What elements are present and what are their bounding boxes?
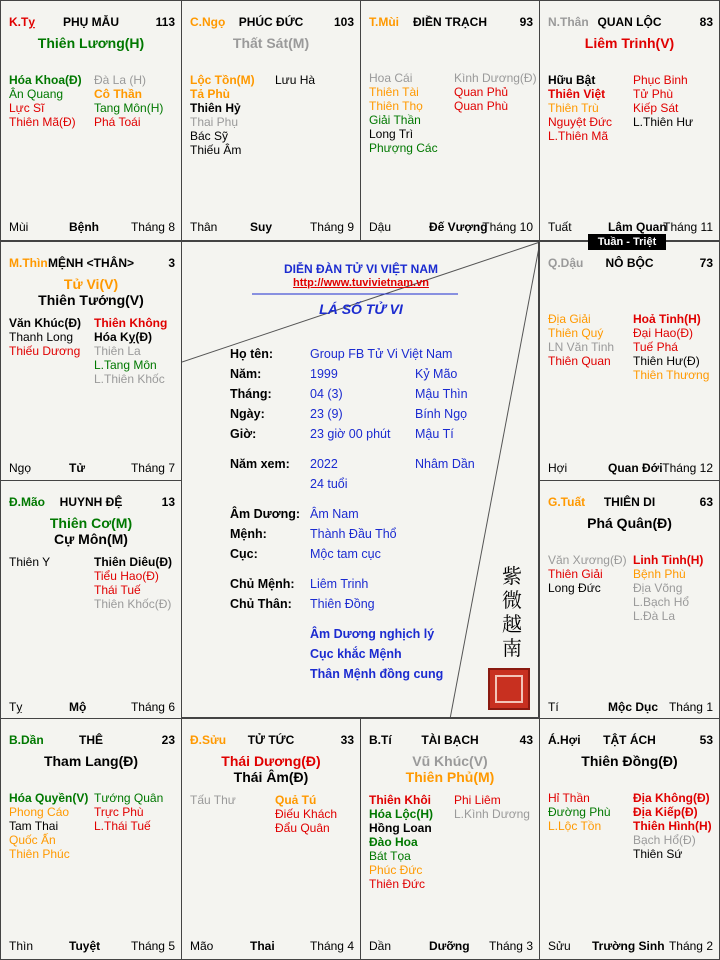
star: Ân Quang	[9, 87, 64, 101]
main-star: Liêm Trinh(V)	[584, 35, 675, 51]
tuan-triet-badge: Tuần - Triệt	[588, 234, 666, 250]
seal-char: 紫	[502, 564, 522, 588]
info-tuoi: 24 tuổi	[310, 477, 348, 491]
info-ngay: Ngày: 23 (9) Bính Ngọ	[230, 407, 468, 421]
palace-tuat[interactable]	[539, 480, 720, 721]
star: Tướng Quân	[94, 791, 164, 805]
palace-stage: Mộ	[69, 700, 87, 714]
left-star-list	[548, 791, 611, 833]
palace-stage: Tử	[69, 461, 86, 475]
star: Phá Toái	[94, 115, 141, 129]
palace-can-chi: Đ.Mão	[9, 495, 45, 509]
left-star-list	[9, 791, 88, 861]
star: Địa Võng	[633, 581, 683, 595]
star: Hồng Loan	[369, 821, 432, 835]
star: Điếu Khách	[275, 807, 338, 821]
star: Linh Tinh(H)	[633, 553, 704, 567]
palace-branch: Ngọ	[9, 461, 32, 475]
right-star-list	[454, 793, 530, 821]
palace-mao[interactable]	[0, 480, 182, 721]
palace-branch: Thân	[190, 220, 218, 234]
forum-name: DIỄN ĐÀN TỬ VI VIỆT NAM	[284, 262, 438, 276]
star: Thiên Việt	[548, 87, 606, 101]
main-star: Thiên Lương(H)	[37, 35, 145, 51]
palace-number: 73	[699, 256, 713, 270]
palace-ti[interactable]	[360, 718, 540, 960]
star: Trực Phù	[94, 805, 144, 819]
chart-title: LÁ SỐ TỬ VI	[319, 301, 403, 317]
palace-month: Tháng 2	[668, 939, 713, 953]
star: Thiên Quan	[548, 354, 611, 368]
main-star: Phá Quân(Đ)	[587, 515, 672, 531]
star: Tiểu Hao(Đ)	[94, 569, 159, 583]
palace-month: Tháng 11	[663, 220, 713, 234]
palace-month: Tháng 12	[662, 461, 713, 475]
palace-branch: Tí	[548, 700, 559, 714]
left-star-list	[369, 71, 438, 155]
palace-name: THÊ	[79, 733, 103, 747]
star: Bát Tọa	[369, 849, 411, 863]
palace-stage: Đế Vượng	[429, 220, 488, 234]
main-star: Vũ Khúc(V)	[412, 753, 488, 769]
seal-char: 微	[502, 588, 522, 612]
star: Quan Phủ	[454, 85, 509, 99]
info-gio: Giờ: 23 giờ 00 phút Mậu Tí	[230, 427, 454, 441]
main-star: Thái Dương(Đ)	[221, 753, 321, 769]
info-ho-ten: Họ tên: Group FB Tử Vi Việt Nam	[230, 347, 453, 361]
right-star-list	[633, 791, 712, 861]
star: Phục Binh	[633, 73, 688, 87]
left-star-list	[9, 555, 50, 569]
left-star-list	[190, 793, 236, 807]
main-star: Thiên Tướng(V)	[38, 292, 144, 308]
palace-stage: Tuyệt	[69, 939, 101, 953]
star: L.Lộc Tồn	[548, 819, 602, 833]
right-star-list	[275, 73, 315, 87]
star: Hoả Tinh(H)	[633, 312, 701, 326]
left-star-list	[9, 316, 81, 358]
palace-stage: Quan Đới	[608, 461, 663, 475]
star: L.Thái Tuế	[94, 819, 151, 833]
star: Hóa Kỵ(Đ)	[94, 330, 153, 344]
palace-month: Tháng 7	[130, 461, 175, 475]
star: Lực Sĩ	[9, 101, 45, 115]
palace-number: 53	[699, 733, 713, 747]
palace-can-chi: B.Dần	[9, 733, 44, 747]
info-chu-than: Chủ Thân: Thiên Đồng	[230, 597, 375, 611]
palace-branch: Hợi	[548, 461, 568, 475]
palace-month: Tháng 4	[309, 939, 354, 953]
right-star-list	[275, 793, 337, 835]
star: Thiên Hỷ	[190, 101, 241, 115]
palace-name: PHỤ MẪU	[63, 15, 119, 29]
palace-dan[interactable]	[0, 718, 182, 960]
palace-stage: Mộc Dục	[608, 700, 659, 714]
palace-stage: Thai	[250, 939, 275, 953]
right-star-list	[94, 73, 163, 129]
star: Thai Phụ	[190, 115, 239, 129]
star: Hóa Lộc(H)	[369, 807, 433, 821]
palace-month: Tháng 5	[130, 939, 175, 953]
palace-number: 83	[699, 15, 713, 29]
palace-ty[interactable]	[0, 0, 182, 241]
palace-name: QUAN LỘC	[597, 15, 662, 29]
star: Giải Thần	[369, 113, 421, 127]
right-star-list	[633, 73, 693, 129]
star: Thái Tuế	[94, 583, 141, 597]
palace-number: 93	[519, 15, 533, 29]
star: L.Đà La	[633, 609, 676, 623]
palace-number: 3	[168, 256, 175, 270]
star: Tử Phù	[633, 87, 674, 101]
star: Thiên Diêu(Đ)	[94, 555, 172, 569]
star: Phi Liêm	[454, 793, 501, 807]
star: Hữu Bật	[548, 73, 596, 87]
center-info	[181, 241, 539, 718]
left-star-list	[548, 73, 612, 143]
palace-stage: Dưỡng	[429, 939, 470, 953]
left-star-list	[9, 73, 82, 129]
star: L.Bạch Hổ	[633, 595, 690, 609]
palace-stage: Lâm Quan	[608, 220, 667, 234]
palace-suu[interactable]	[181, 718, 361, 960]
palace-name: TỬ TỨC	[247, 733, 295, 747]
palace-number: 103	[333, 15, 354, 29]
palace-branch: Thìn	[9, 939, 34, 953]
star: Bệnh Phù	[633, 567, 686, 581]
palace-can-chi: B.Tí	[369, 733, 392, 747]
star: Hỉ Thần	[548, 791, 590, 805]
star: Thiên Khôi	[369, 793, 431, 807]
seal-char: 越	[502, 612, 522, 636]
left-star-list	[190, 73, 255, 157]
star: Văn Khúc(Đ)	[9, 316, 81, 330]
palace-branch: Dậu	[369, 220, 392, 234]
star: Đẩu Quân	[275, 821, 330, 835]
star: Đại Hao(Đ)	[633, 326, 694, 340]
star: Phúc Đức	[369, 863, 423, 877]
palace-can-chi: Á.Hợi	[548, 733, 581, 747]
info-thang: Tháng: 04 (3) Mậu Thìn	[230, 387, 468, 401]
star: Đà La (H)	[94, 73, 147, 87]
star: Thiên Hư(Đ)	[633, 354, 700, 368]
star: Thiên La	[94, 344, 141, 358]
palace-branch: Mùi	[9, 220, 29, 234]
star: Thiên Tài	[369, 85, 419, 99]
star: Long Trì	[369, 127, 414, 141]
info-nam: Năm: 1999 Kỷ Mão	[230, 367, 458, 381]
palace-dau[interactable]	[539, 241, 720, 482]
star: Thiên Giải	[548, 567, 603, 581]
star: Phượng Các	[369, 141, 438, 155]
info-nam-xem: Năm xem: 2022 Nhâm Dần	[230, 457, 475, 471]
right-star-list	[94, 555, 172, 611]
star: Quốc Ấn	[9, 833, 56, 847]
star: Lưu Hà	[275, 73, 316, 87]
star: Thiếu Dương	[9, 344, 81, 358]
star: Thiên Mã(Đ)	[9, 115, 76, 129]
seal-calligraphy	[500, 564, 524, 660]
right-star-list	[94, 316, 167, 386]
main-star: Thái Âm(Đ)	[233, 769, 309, 785]
info-menh: Mệnh: Thành Đầu Thổ	[230, 527, 397, 541]
palace-ngo[interactable]	[181, 0, 361, 241]
palace-name: PHÚC ĐỨC	[238, 15, 304, 29]
star: Thiên Thương	[633, 368, 710, 382]
note-am-duong: Âm Dương nghịch lý	[310, 627, 435, 641]
palace-month: Tháng 10	[482, 220, 533, 234]
main-star: Tham Lang(Đ)	[43, 753, 139, 769]
note-than-menh: Thân Mệnh đồng cung	[310, 667, 444, 681]
palace-name: THIÊN DI	[603, 495, 656, 509]
star: Thiếu Âm	[190, 143, 242, 157]
note-cuc-menh: Cục khắc Mệnh	[310, 647, 402, 661]
palace-name: ĐIỀN TRẠCH	[413, 15, 487, 29]
star: Thiên Y	[9, 555, 51, 569]
star: Địa Không(Đ)	[633, 791, 710, 805]
main-star: Thất Sát(M)	[232, 35, 310, 51]
star: Hoa Cái	[369, 71, 413, 85]
star: Cô Thần	[94, 87, 142, 101]
seal-char: 南	[502, 636, 522, 660]
star: Hóa Khoa(Đ)	[9, 73, 82, 87]
star: Thiên Không	[94, 316, 168, 330]
palace-can-chi: G.Tuất	[548, 495, 586, 509]
palace-number: 33	[340, 733, 354, 747]
star: Hóa Quyền(V)	[9, 791, 89, 805]
right-star-list	[454, 71, 537, 113]
palace-branch: Dần	[369, 939, 392, 953]
star: Thiên Đức	[369, 877, 426, 891]
right-star-list	[94, 791, 163, 833]
info-am-duong: Âm Dương: Âm Nam	[230, 507, 359, 521]
palace-thin[interactable]	[0, 241, 182, 482]
star: Lộc Tồn(M)	[190, 73, 255, 87]
star: Nguyệt Đức	[548, 115, 613, 129]
star: Thiên Khốc(Đ)	[94, 597, 172, 611]
palace-stage: Suy	[250, 220, 273, 234]
star: Long Đức	[548, 581, 601, 595]
palace-name: TÀI BẠCH	[421, 733, 479, 747]
palace-can-chi: N.Thân	[548, 15, 589, 29]
palace-number: 113	[155, 15, 175, 29]
palace-number: 13	[161, 495, 175, 509]
palace-name: TẬT ÁCH	[603, 733, 656, 747]
right-star-list	[633, 553, 703, 623]
star: Địa Kiếp(Đ)	[633, 805, 698, 819]
main-star: Thiên Cơ(M)	[49, 515, 133, 531]
left-star-list	[548, 312, 614, 368]
star: Đào Hoa	[369, 835, 418, 849]
palace-number: 43	[519, 733, 533, 747]
palace-than[interactable]	[539, 0, 720, 241]
palace-can-chi: M.Thìn	[9, 256, 48, 270]
palace-branch: Tỵ	[9, 700, 23, 714]
star: Đường Phù	[548, 805, 611, 819]
palace-hoi[interactable]	[539, 718, 720, 960]
star: Bác Sỹ	[190, 129, 229, 143]
palace-number: 23	[161, 733, 175, 747]
main-star: Tử Vi(V)	[63, 276, 119, 292]
palace-mui[interactable]	[360, 0, 540, 241]
star: Văn Xương(Đ)	[548, 553, 627, 567]
star: L.Thiên Mã	[548, 129, 609, 143]
star: L.Kình Dương	[454, 807, 530, 821]
palace-month: Tháng 1	[668, 700, 713, 714]
palace-branch: Mão	[190, 939, 214, 953]
star: Thiên Trù	[548, 101, 599, 115]
star: Thiên Quý	[548, 326, 604, 340]
left-star-list	[548, 553, 627, 595]
star: Thiên Hình(H)	[633, 819, 712, 833]
star: Phong Cáo	[9, 805, 70, 819]
star: Tam Thai	[9, 819, 59, 833]
star: Kình Dương(Đ)	[454, 71, 537, 85]
star: Thanh Long	[9, 330, 74, 344]
palace-can-chi: T.Mùi	[369, 15, 399, 29]
star: Thiên Phúc	[9, 847, 70, 861]
palace-month: Tháng 6	[130, 700, 175, 714]
palace-name: MỆNH <THÂN>	[47, 256, 134, 270]
star: LN Văn Tinh	[548, 340, 615, 354]
star: L.Thiên Khốc	[94, 372, 165, 386]
palace-month: Tháng 3	[488, 939, 533, 953]
star: L.Thiên Hư	[633, 115, 694, 129]
star: Tả Phù	[190, 87, 231, 101]
star: Bạch Hổ(Đ)	[633, 833, 696, 847]
star: Tuế Phá	[633, 340, 678, 354]
star: Quả Tú	[275, 793, 317, 807]
palace-branch: Tuất	[548, 220, 572, 234]
palace-month: Tháng 8	[130, 220, 175, 234]
palace-can-chi: K.Tỵ	[9, 15, 36, 29]
info-cuc: Cục: Mộc tam cục	[230, 547, 381, 561]
main-star: Cự Môn(M)	[54, 531, 128, 547]
red-seal-stamp	[488, 668, 530, 710]
palace-name: HUYNH ĐỆ	[59, 495, 123, 509]
right-star-list	[633, 312, 709, 382]
star: Tấu Thư	[190, 793, 236, 807]
star: L.Tang Môn	[94, 358, 157, 372]
main-star: Thiên Phủ(M)	[405, 769, 495, 785]
star: Thiên Thọ	[369, 99, 423, 113]
palace-number: 63	[699, 495, 713, 509]
info-chu-menh: Chủ Mệnh: Liêm Trinh	[230, 577, 369, 591]
main-star: Thiên Đồng(Đ)	[581, 753, 678, 769]
star: Kiếp Sát	[633, 101, 679, 115]
forum-url[interactable]: http://www.tuvivietnam.vn	[293, 277, 429, 289]
palace-can-chi: Q.Dậu	[548, 256, 584, 270]
palace-branch: Sửu	[548, 939, 571, 953]
palace-stage: Bệnh	[69, 220, 99, 234]
star: Quan Phù	[454, 99, 509, 113]
star: Thiên Sứ	[633, 847, 683, 861]
star: Tang Môn(H)	[94, 101, 164, 115]
palace-can-chi: C.Ngọ	[190, 15, 226, 29]
left-star-list	[369, 793, 433, 891]
star: Địa Giải	[548, 312, 591, 326]
palace-stage: Trường Sinh	[592, 939, 665, 953]
palace-can-chi: Đ.Sửu	[190, 733, 227, 747]
palace-name: NÔ BỘC	[605, 256, 654, 270]
palace-month: Tháng 9	[309, 220, 354, 234]
